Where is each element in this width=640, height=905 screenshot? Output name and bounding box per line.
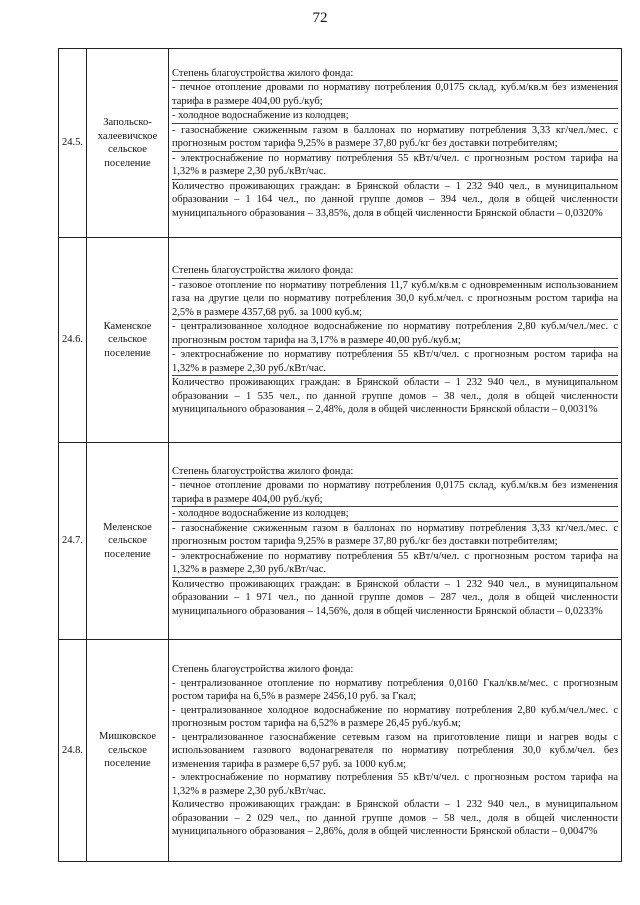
heading-text: Степень благоустройства жилого фонда:: [172, 465, 618, 480]
settlement-name: Мишковское сельское поселение: [87, 640, 169, 862]
list-item: - централизованное холодное водоснабжение по нормативу потребления 2,80 куб.м/чел./мес. с прогнозным ростом тарифа на 6,52% в размере 26,45 руб./куб.м;: [172, 704, 618, 730]
list-item: - холодное водоснабжение из колодцев;: [172, 109, 618, 124]
row-number: 24.8.: [59, 640, 87, 862]
list-item: - централизованное холодное водоснабжение по нормативу потребления 2,80 куб.м/чел./мес. с прогнозным ростом тарифа на 3,17% в размере 40,00 руб./куб.м;: [172, 320, 618, 348]
list-item: - газоснабжение сжиженным газом в баллонах по нормативу потребления 3,33 кг/чел./мес. с прогнозным ростом тарифа 9,25% в размере 37,80 руб./кг без доставки потребителям;: [172, 124, 618, 152]
list-item: - холодное водоснабжение из колодцев;: [172, 507, 618, 522]
row-number: 24.6.: [59, 238, 87, 443]
population-text: Количество проживающих граждан: в Брянской области – 1 232 940 чел., в муниципальном образовании – 1 535 чел., по данной группе домов – 38 чел., доля в общей численности муниципального образования – 2,48%, доля в общей численности Брянской области – 0,0031%: [172, 377, 618, 416]
population-text: Количество проживающих граждан: в Брянской области – 1 232 940 чел., в муниципальном образовании – 1 971 чел., по данной группе домов – 287 чел., доля в общей численности муниципального образования – 14,56%, доля в общей численности Брянской области – 0,0233%: [172, 578, 618, 617]
table-row: [59, 640, 622, 862]
settlement-name: Меленское сельское поселение: [87, 443, 169, 640]
heading-text: Степень благоустройства жилого фонда:: [172, 67, 618, 82]
table-row: [59, 49, 622, 238]
housing-table: [58, 48, 622, 862]
list-item: - электроснабжение по нормативу потребления 55 кВт/ч/чел. с прогнозным ростом тарифа на 1,32% в размере 2,30 руб./кВт/час.: [172, 152, 618, 180]
list-item: - электроснабжение по нормативу потребления 55 кВт/ч/чел. с прогнозным ростом тарифа на 1,32% в размере 2,30 руб./кВт/час.: [172, 348, 618, 376]
table-row: [59, 238, 622, 443]
row-number: 24.7.: [59, 443, 87, 640]
row-description: [169, 49, 622, 238]
list-item: - электроснабжение по нормативу потребления 55 кВт/ч/чел. с прогнозным ростом тарифа на 1,32% в размере 2,30 руб./кВт/час.: [172, 550, 618, 578]
heading-text: Степень благоустройства жилого фонда:: [172, 664, 354, 676]
row-description: [169, 640, 622, 862]
page-number: 72: [312, 10, 328, 26]
row-number: 24.5.: [59, 49, 87, 238]
row-description: [169, 443, 622, 640]
heading-text: Степень благоустройства жилого фонда:: [172, 264, 618, 279]
table-row: [59, 443, 622, 640]
settlement-name: Запольско-халеевичское сельское поселение: [87, 49, 169, 238]
list-item: - централизованное отопление по нормативу потребления 0,0160 Гкал/кв.м/мес. с прогнозным ростом тарифа на 6,5% в размере 2456,10 руб. за Гкал;: [172, 677, 618, 703]
list-item: - централизованное газоснабжение сетевым газом на приготовление пищи и нагрев воды с использованием газового водонагревателя по нормативу потребления 30,0 куб.м/чел. без изменения тарифа в размере 6,57 руб. за 1000 куб.м;: [172, 731, 618, 770]
list-item: - печное отопление дровами по нормативу потребления 0,0175 склад, куб.м/кв.м без изменения тарифа в размере 404,00 руб./куб;: [172, 81, 618, 109]
row-description: [169, 238, 622, 443]
population-text: Количество проживающих граждан: в Брянской области – 1 232 940 чел., в муниципальном образовании – 2 029 чел., по данной группе домов – 58 чел., доля в общей численности муниципального образования – 2,86%, доля в общей численности Брянской области – 0,0047%: [172, 799, 618, 838]
list-item: - печное отопление дровами по нормативу потребления 0,0175 склад, куб.м/кв.м без изменения тарифа в размере 404,00 руб./куб;: [172, 479, 618, 507]
list-item: - газоснабжение сжиженным газом в баллонах по нормативу потребления 3,33 кг/чел./мес. с прогнозным ростом тарифа 9,25% в размере 37,80 руб./кг без доставки потребителям;: [172, 522, 618, 550]
list-item: - газовое отопление по нормативу потребления 11,7 куб.м/кв.м с одновременным использованием газа на другие цели по нормативу потребления 30,0 куб.м/чел. с прогнозным ростом тарифа на 2,5% в размере 4357,68 руб. за 1000 куб.м;: [172, 279, 618, 321]
population-text: Количество проживающих граждан: в Брянской области – 1 232 940 чел., в муниципальном образовании – 1 164 чел., по данной группе домов – 394 чел., доля в общей численности муниципального образования – 33,85%, доля в общей численности Брянской области – 0,0320%: [172, 180, 618, 219]
list-item: - электроснабжение по нормативу потребления 55 кВт/ч/чел. с прогнозным ростом тарифа на 1,32% в размере 2,30 руб./кВт/час.: [172, 772, 618, 797]
settlement-name: Каменское сельское поселение: [87, 238, 169, 443]
